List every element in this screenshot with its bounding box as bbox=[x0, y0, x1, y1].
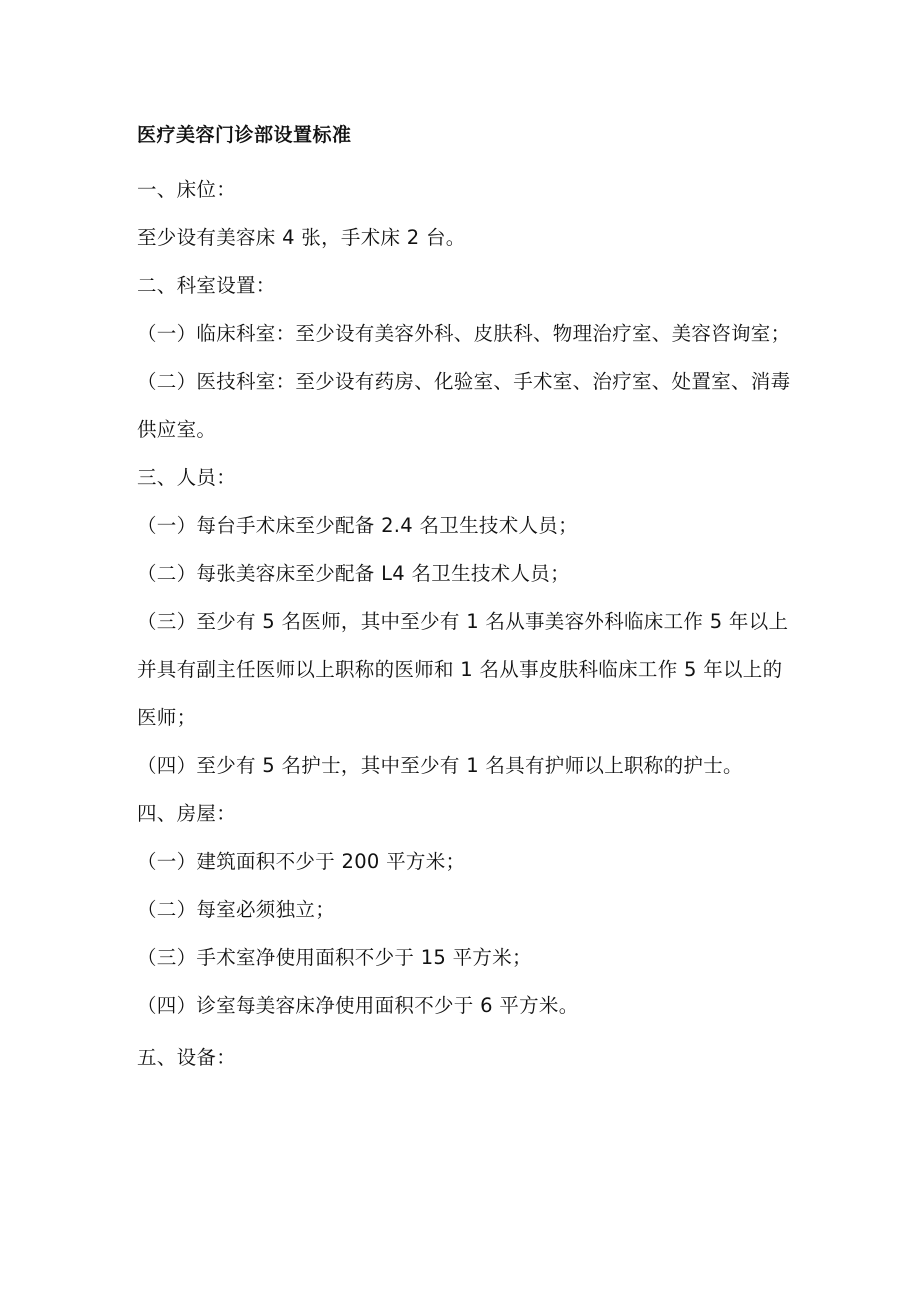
document-body bbox=[137, 166, 797, 1082]
paragraph-staff-surgery-bed: （一）每台手术床至少配备 2.4 名卫生技术人员； bbox=[137, 514, 578, 537]
paragraph-clinical-departments: （一）临床科室：至少设有美容外科、皮肤科、物理治疗室、美容咨询室； bbox=[137, 322, 791, 345]
paragraph-premises-operating-room: （三）手术室净使用面积不少于 15 平方米； bbox=[137, 946, 532, 969]
paragraph-staff-nurses: （四）至少有 5 名护士，其中至少有 1 名具有护师以上职称的护士。 bbox=[137, 754, 743, 777]
section-heading-premises: 四、房屋： bbox=[137, 802, 237, 825]
document-title: 医疗美容门诊部设置标准 bbox=[137, 124, 352, 146]
paragraph-staff-physicians: （三）至少有 5 名医师，其中至少有 1 名从事美容外科临床工作 5 年以上并具有副主任医师以上职称的医师和 1 名从事皮肤科临床工作 5 年以上的医师； bbox=[137, 610, 789, 729]
paragraph-premises-consulting-room: （四）诊室每美容床净使用面积不少于 6 平方米。 bbox=[137, 994, 579, 1017]
paragraph-medical-tech-departments: （二）医技科室：至少设有药房、化验室、手术室、治疗室、处置室、消毒供应室。 bbox=[137, 370, 791, 441]
paragraph-beds: 至少设有美容床 4 张，手术床 2 台。 bbox=[137, 226, 466, 249]
section-heading-staff: 三、人员： bbox=[137, 466, 237, 489]
section-heading-departments: 二、科室设置： bbox=[137, 274, 276, 297]
paragraph-staff-beauty-bed: （二）每张美容床至少配备 L4 名卫生技术人员； bbox=[137, 562, 570, 585]
section-heading-equipment: 五、设备： bbox=[137, 1046, 237, 1069]
paragraph-premises-rooms: （二）每室必须独立； bbox=[137, 898, 336, 921]
section-heading-beds: 一、床位： bbox=[137, 178, 237, 201]
paragraph-premises-area: （一）建筑面积不少于 200 平方米； bbox=[137, 850, 466, 873]
